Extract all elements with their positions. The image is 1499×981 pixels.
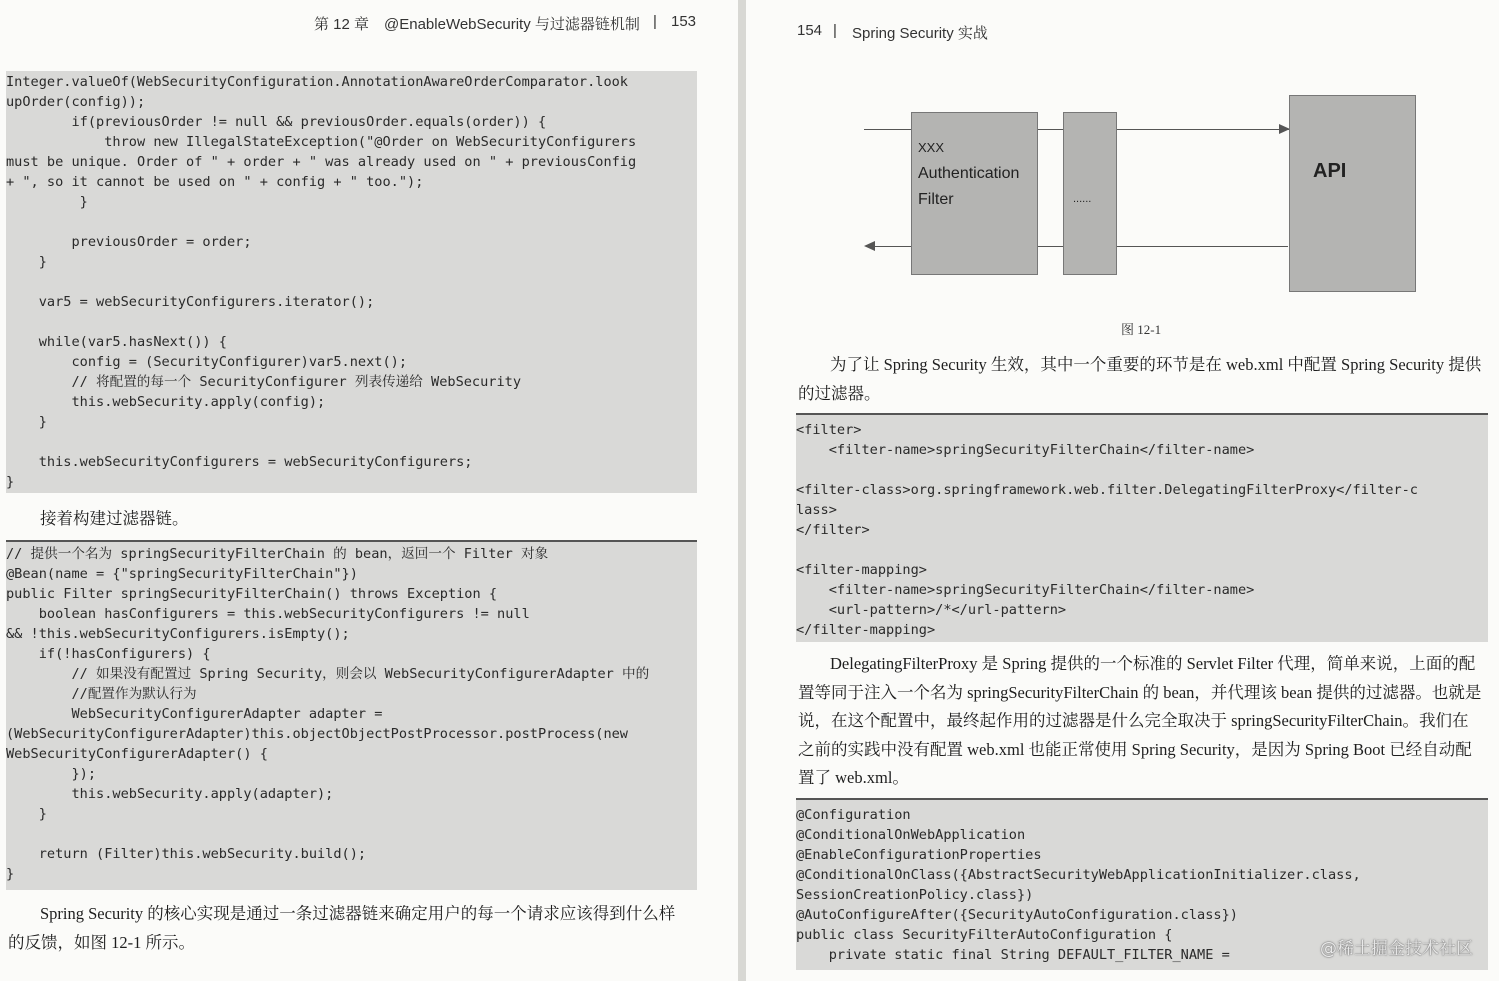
code-line bbox=[6, 272, 697, 292]
code-line: } bbox=[6, 474, 15, 490]
paragraph-line: 置等同于注入一个名为 springSecurityFilterChain 的 bean，并代理该 bean 提供的过滤器。也就是 bbox=[798, 682, 1482, 702]
authentication-filter-label: XXX Authentication Filter bbox=[918, 140, 1020, 208]
left-page bbox=[0, 0, 738, 981]
code-line: upOrder(config)); bbox=[6, 94, 146, 110]
code-line: @AutoConfigureAfter({SecurityAutoConfiguration.class}) bbox=[796, 907, 1238, 923]
code-line: @EnableConfigurationProperties bbox=[796, 847, 1042, 863]
paragraph-line: 置了 web.xml。 bbox=[798, 768, 909, 787]
code-line: + ", so it cannot be used on " + config + " too."); bbox=[6, 174, 424, 190]
additional-filters-box bbox=[1063, 112, 1117, 275]
code-line: must be unique. Order of " + order + " was already used on " + previousConfig bbox=[6, 154, 637, 170]
paragraph-core-implementation bbox=[8, 900, 698, 957]
code-line: var5 = webSecurityConfigurers.iterator(); bbox=[6, 294, 375, 310]
code-line: (WebSecurityConfigurerAdapter)this.objectObjectPostProcessor.postProcess(new bbox=[6, 726, 628, 742]
paragraph-build-filter-chain: 接着构建过滤器链。 bbox=[40, 509, 189, 528]
code-line bbox=[6, 432, 697, 452]
paragraph-line: Spring Security 的核心实现是通过一条过滤器链来确定用户的每一个请求应该得到什么样 bbox=[40, 904, 676, 923]
code-line: // 提供一个名为 springSecurityFilterChain 的 bean，返回一个 Filter 对象 bbox=[6, 546, 549, 562]
code-line: <filter-name>springSecurityFilterChain</filter-name> bbox=[796, 582, 1255, 598]
left-page-header-divider: | bbox=[653, 13, 657, 30]
paragraph-web-xml-config bbox=[798, 351, 1488, 408]
filter-chain-diagram bbox=[856, 88, 1436, 303]
right-page-number: 154 bbox=[797, 22, 823, 39]
code-line: boolean hasConfigurers = this.webSecurityConfigurers != null bbox=[6, 606, 530, 622]
code-line bbox=[6, 312, 697, 332]
code-line: <filter-name>springSecurityFilterChain</filter-name> bbox=[796, 442, 1255, 458]
code-line: // 将配置的每一个 SecurityConfigurer 列表传递给 WebSecurity bbox=[6, 374, 522, 390]
response-arrow-head-icon bbox=[864, 241, 876, 252]
api-label: API bbox=[1313, 160, 1347, 182]
code-line: config = (SecurityConfigurer)var5.next(); bbox=[6, 354, 408, 370]
code-line: @ConditionalOnClass({AbstractSecurityWebApplicationInitializer.class, bbox=[796, 867, 1361, 883]
code-line: <filter-class>org.springframework.web.filter.DelegatingFilterProxy</filter-c bbox=[796, 482, 1418, 498]
code-line bbox=[6, 824, 697, 844]
code-line: } bbox=[6, 414, 47, 430]
code-line: previousOrder = order; bbox=[6, 234, 252, 250]
paragraph-delegating-filter-proxy bbox=[798, 650, 1490, 793]
code-line: return (Filter)this.webSecurity.build(); bbox=[6, 846, 367, 862]
code-line: throw new IllegalStateException("@Order on WebSecurityConfigurers bbox=[6, 134, 637, 150]
paragraph-line: DelegatingFilterProxy 是 Spring 提供的一个标准的 Servlet Filter 代理，简单来说，上面的配 bbox=[830, 654, 1476, 673]
code-line: @Configuration bbox=[796, 807, 911, 823]
code-line bbox=[796, 460, 1488, 480]
code-line: <url-pattern>/*</url-pattern> bbox=[796, 602, 1067, 618]
code-line: } bbox=[6, 806, 47, 822]
right-page-header: Spring Security 实战 bbox=[852, 25, 988, 42]
code-line: // 如果没有配置过 Spring Security，则会以 WebSecurityConfigurerAdapter 中的 bbox=[6, 666, 650, 682]
code-line: <filter> bbox=[796, 422, 862, 438]
paragraph-line: 为了让 Spring Security 生效，其中一个重要的环节是在 web.xml 中配置 Spring Security 提供 bbox=[830, 355, 1482, 374]
authentication-filter-box bbox=[911, 112, 1038, 275]
additional-filters-ellipsis: ...... bbox=[1073, 193, 1092, 205]
paragraph-line: 说，在这个配置中，最终起作用的过滤器是什么完全取决于 springSecurityFilterChain。我们在 bbox=[798, 711, 1469, 730]
code-line: WebSecurityConfigurerAdapter adapter = bbox=[6, 706, 383, 722]
figure-caption: 图 12-1 bbox=[1121, 322, 1162, 337]
right-page-header-divider: | bbox=[833, 22, 837, 39]
code-line: public class SecurityFilterAutoConfiguration { bbox=[796, 927, 1173, 943]
left-page-header: 第 12 章 @EnableWebSecurity 与过滤器链机制 bbox=[314, 16, 640, 33]
code-block-spring-security-filter-chain bbox=[6, 540, 697, 890]
code-line: </filter> bbox=[796, 522, 870, 538]
code-line: @Bean(name = {"springSecurityFilterChain"}) bbox=[6, 566, 358, 582]
code-block-web-xml-filter bbox=[796, 413, 1488, 642]
code-line: }); bbox=[6, 766, 97, 782]
watermark: @稀土掘金技术社区 bbox=[1320, 939, 1473, 959]
api-box bbox=[1289, 95, 1416, 292]
code-line: @ConditionalOnWebApplication bbox=[796, 827, 1026, 843]
code-line: lass> bbox=[796, 502, 837, 518]
page-gutter bbox=[738, 0, 746, 981]
code-line: this.webSecurity.apply(adapter); bbox=[6, 786, 334, 802]
code-line: WebSecurityConfigurerAdapter() { bbox=[6, 746, 268, 762]
code-line: this.webSecurity.apply(config); bbox=[6, 394, 326, 410]
paragraph-line: 的反馈，如图 12-1 所示。 bbox=[8, 932, 195, 952]
paragraph-line: 的过滤器。 bbox=[798, 383, 881, 403]
code-line bbox=[6, 212, 697, 232]
code-line bbox=[796, 540, 1488, 560]
left-page-number: 153 bbox=[671, 13, 697, 30]
code-line: this.webSecurityConfigurers = webSecurityConfigurers; bbox=[6, 454, 473, 470]
code-line: && !this.webSecurityConfigurers.isEmpty(); bbox=[6, 626, 350, 642]
code-block-web-security-configurers bbox=[6, 71, 697, 493]
code-line: private static final String DEFAULT_FILTER_NAME = bbox=[796, 947, 1230, 963]
code-line: } bbox=[6, 866, 15, 882]
code-line: } bbox=[6, 254, 47, 270]
code-line: <filter-mapping> bbox=[796, 562, 927, 578]
code-line: </filter-mapping> bbox=[796, 622, 936, 638]
code-line: SessionCreationPolicy.class}) bbox=[796, 887, 1034, 903]
code-line: public Filter springSecurityFilterChain() throws Exception { bbox=[6, 586, 498, 602]
code-line: Integer.valueOf(WebSecurityConfiguration.AnnotationAwareOrderComparator.look bbox=[6, 74, 628, 90]
right-page bbox=[746, 0, 1499, 981]
code-line: while(var5.hasNext()) { bbox=[6, 334, 227, 350]
paragraph-line: 之前的实践中没有配置 web.xml 也能正常使用 Spring Security，是因为 Spring Boot 已经自动配 bbox=[798, 739, 1472, 759]
code-line: //配置作为默认行为 bbox=[6, 686, 197, 702]
code-line: if(previousOrder != null && previousOrder.equals(order)) { bbox=[6, 114, 547, 130]
code-line: if(!hasConfigurers) { bbox=[6, 646, 211, 662]
code-line: } bbox=[6, 194, 88, 210]
